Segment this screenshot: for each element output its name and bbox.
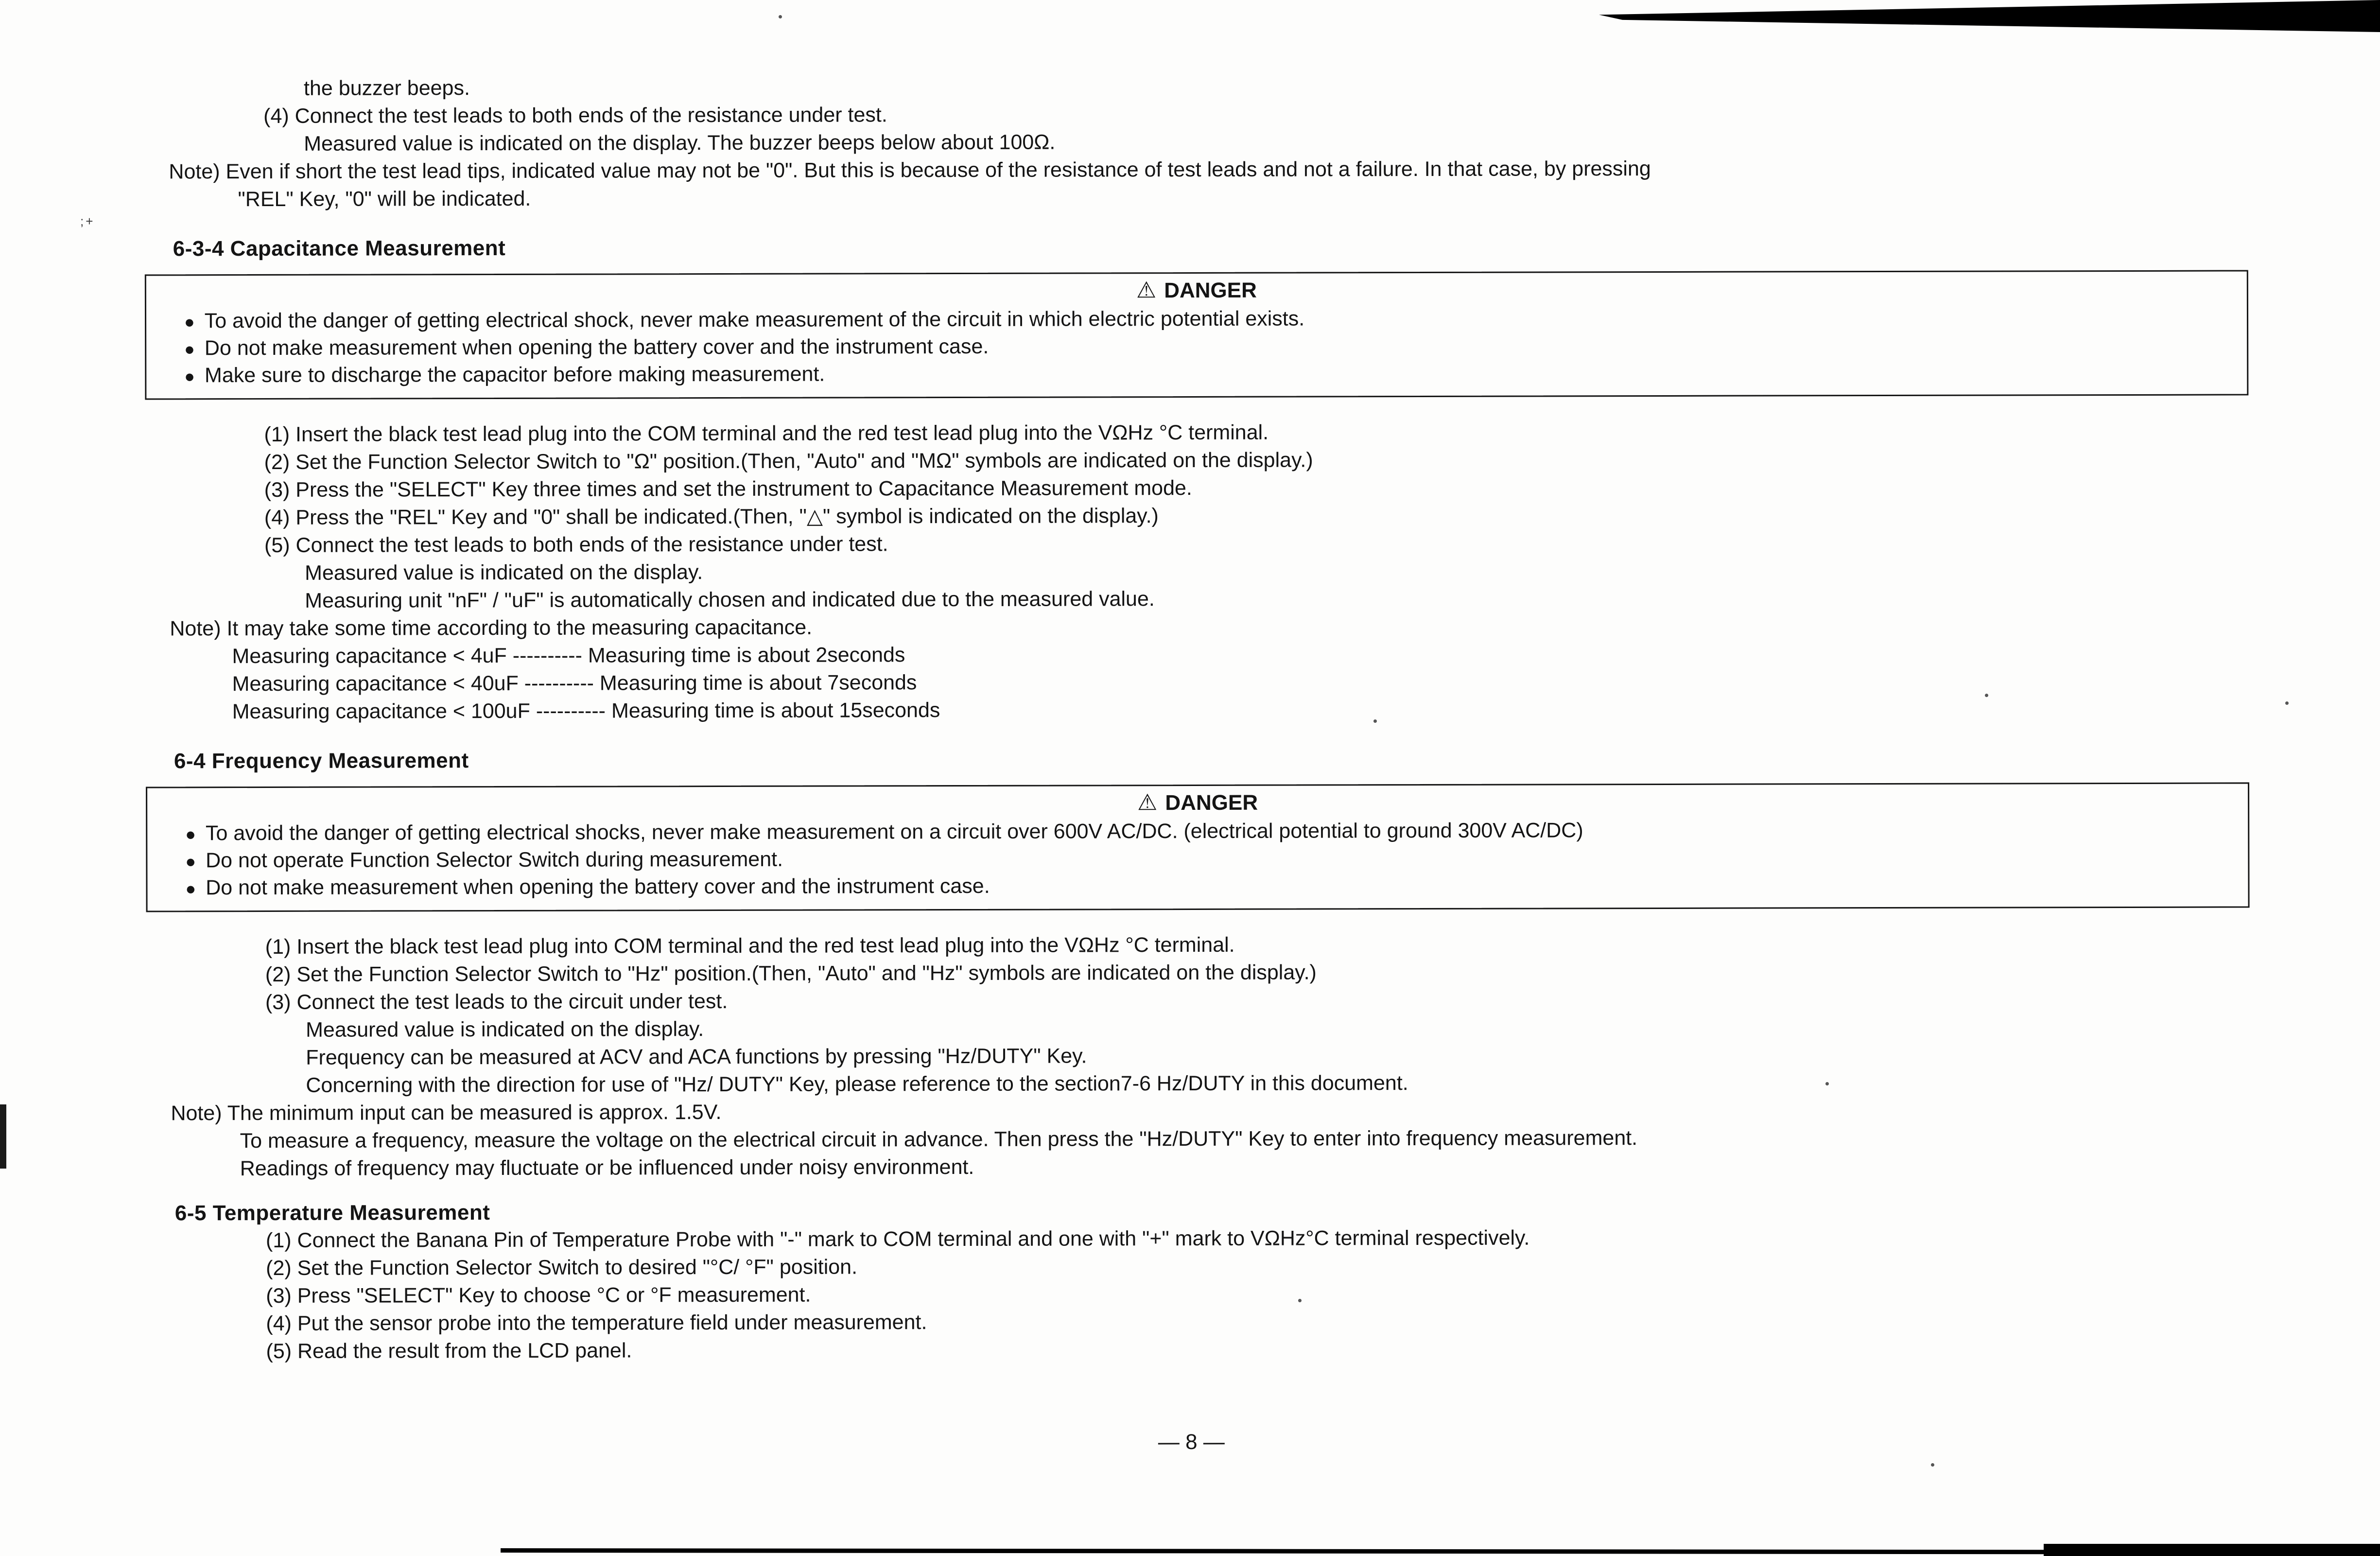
- note-line: "REL" Key, "0" will be indicated.: [238, 187, 531, 211]
- body-line: the buzzer beeps.: [303, 76, 470, 100]
- warning-icon: ⚠: [1136, 277, 1157, 303]
- danger-bullet-text: Do not make measurement when opening the battery cover and the instrument case.: [206, 874, 990, 900]
- step-line: (3) Press the "SELECT" Key three times and set the instrument to Capacitance Measurement mode.: [264, 476, 1192, 502]
- step-line: (2) Set the Function Selector Switch to "Ω" position.(Then, "Auto" and "MΩ" symbols are indicated on the display.): [264, 448, 1313, 474]
- timing-line: Measuring capacitance < 40uF ---------- Measuring time is about 7seconds: [232, 671, 917, 696]
- danger-bullet: [185, 871, 2233, 902]
- danger-bullet: [184, 358, 2232, 390]
- note-line: Note) The minimum input can be measured is approx. 1.5V.: [171, 1101, 722, 1125]
- body-line: Measured value is indicated on the display.: [305, 560, 703, 585]
- bullet-icon: ●: [184, 366, 195, 386]
- step-line: (5) Read the result from the LCD panel.: [266, 1339, 632, 1363]
- step-line: (5) Connect the test leads to both ends of the resistance under test.: [264, 532, 888, 557]
- danger-bullet-text: To avoid the danger of getting electrical shocks, never make measurement on a circuit over 600V AC/DC. (electrical potential to ground 300V AC/DC): [205, 819, 1583, 845]
- note-line: Note) Even if short the test lead tips, indicated value may not be "0". But this is because of the resistance of test leads and not a failure. In that case, by pressing: [169, 157, 1651, 184]
- timing-line: Measuring capacitance < 100uF ---------- Measuring time is about 15seconds: [232, 699, 940, 724]
- section-heading-capacitance: 6-3-4 Capacitance Measurement: [173, 236, 506, 261]
- step-line: (1) Insert the black test lead plug into COM terminal and the red test lead plug into the VΩHz °C terminal.: [265, 933, 1235, 959]
- scan-speck: ;+: [80, 214, 95, 228]
- page-number: — 8 —: [1158, 1430, 1225, 1454]
- note-line: Note) It may take some time according to the measuring capacitance.: [170, 615, 813, 641]
- bullet-icon: ●: [184, 312, 195, 332]
- step-line: (2) Set the Function Selector Switch to "Hz" position.(Then, "Auto" and "Hz" symbols are indicated on the display.): [265, 961, 1317, 986]
- step-line: (1) Insert the black test lead plug into the COM terminal and the red test lead plug into the VΩHz °C terminal.: [264, 420, 1269, 446]
- danger-bullet-text: Do not operate Function Selector Switch during measurement.: [206, 847, 783, 873]
- bullet-icon: ●: [185, 851, 196, 872]
- danger-title-text: DANGER: [1165, 790, 1258, 815]
- danger-title: [161, 274, 2232, 307]
- step-line: (4) Put the sensor probe into the temperature field under measurement.: [266, 1311, 927, 1335]
- section-heading-frequency: 6-4 Frequency Measurement: [174, 749, 469, 773]
- danger-box-capacitance: [145, 270, 2249, 400]
- body-line: Measuring unit "nF" / "uF" is automatically chosen and indicated due to the measured value.: [305, 587, 1155, 612]
- note-line: Readings of frequency may fluctuate or be influenced under noisy environment.: [240, 1155, 974, 1181]
- bullet-icon: ●: [184, 339, 195, 359]
- danger-title: [162, 786, 2233, 820]
- section-heading-temperature: 6-5 Temperature Measurement: [174, 1201, 490, 1225]
- note-line: To measure a frequency, measure the voltage on the electrical circuit in advance. Then press the "Hz/DUTY" Key to enter into frequency measurement.: [240, 1126, 1638, 1153]
- danger-bullet: [184, 304, 2232, 335]
- danger-bullet-text: To avoid the danger of getting electrical shock, never make measurement of the circuit in which electric potential exists.: [204, 307, 1305, 333]
- danger-title-text: DANGER: [1164, 278, 1257, 303]
- timing-line: Measuring capacitance < 4uF ---------- Measuring time is about 2seconds: [232, 643, 905, 668]
- body-line: Measured value is indicated on the display. The buzzer beeps below about 100Ω.: [304, 130, 1056, 156]
- danger-box-frequency: [146, 782, 2250, 912]
- step-line: (1) Connect the Banana Pin of Temperature Probe with "-" mark to COM terminal and one with "+" mark to VΩHz°C terminal respectively.: [265, 1226, 1530, 1252]
- bullet-icon: ●: [185, 878, 196, 899]
- body-line: Frequency can be measured at ACV and ACA functions by pressing "Hz/DUTY" Key.: [306, 1044, 1087, 1069]
- danger-bullet: [185, 843, 2233, 875]
- warning-icon: ⚠: [1137, 789, 1158, 815]
- step-line: (3) Connect the test leads to the circuit under test.: [265, 989, 728, 1014]
- danger-bullet-text: Make sure to discharge the capacitor before making measurement.: [204, 362, 825, 387]
- step-line: (4) Press the "REL" Key and "0" shall be indicated.(Then, "△" symbol is indicated on the display.): [264, 504, 1159, 529]
- body-line: (4) Connect the test leads to both ends of the resistance under test.: [263, 103, 887, 128]
- bullet-icon: ●: [185, 824, 196, 844]
- step-line: (2) Set the Function Selector Switch to desired "°C/ °F" position.: [266, 1255, 858, 1280]
- body-line: Concerning with the direction for use of "Hz/ DUTY" Key, please reference to the section7-6 Hz/DUTY in this document.: [306, 1071, 1408, 1097]
- step-line: (3) Press "SELECT" Key to choose °C or °F measurement.: [266, 1283, 811, 1308]
- danger-bullet: [184, 331, 2232, 363]
- danger-bullet: [185, 816, 2233, 848]
- danger-bullet-text: Do not make measurement when opening the battery cover and the instrument case.: [204, 334, 989, 360]
- body-line: Measured value is indicated on the display.: [306, 1017, 704, 1042]
